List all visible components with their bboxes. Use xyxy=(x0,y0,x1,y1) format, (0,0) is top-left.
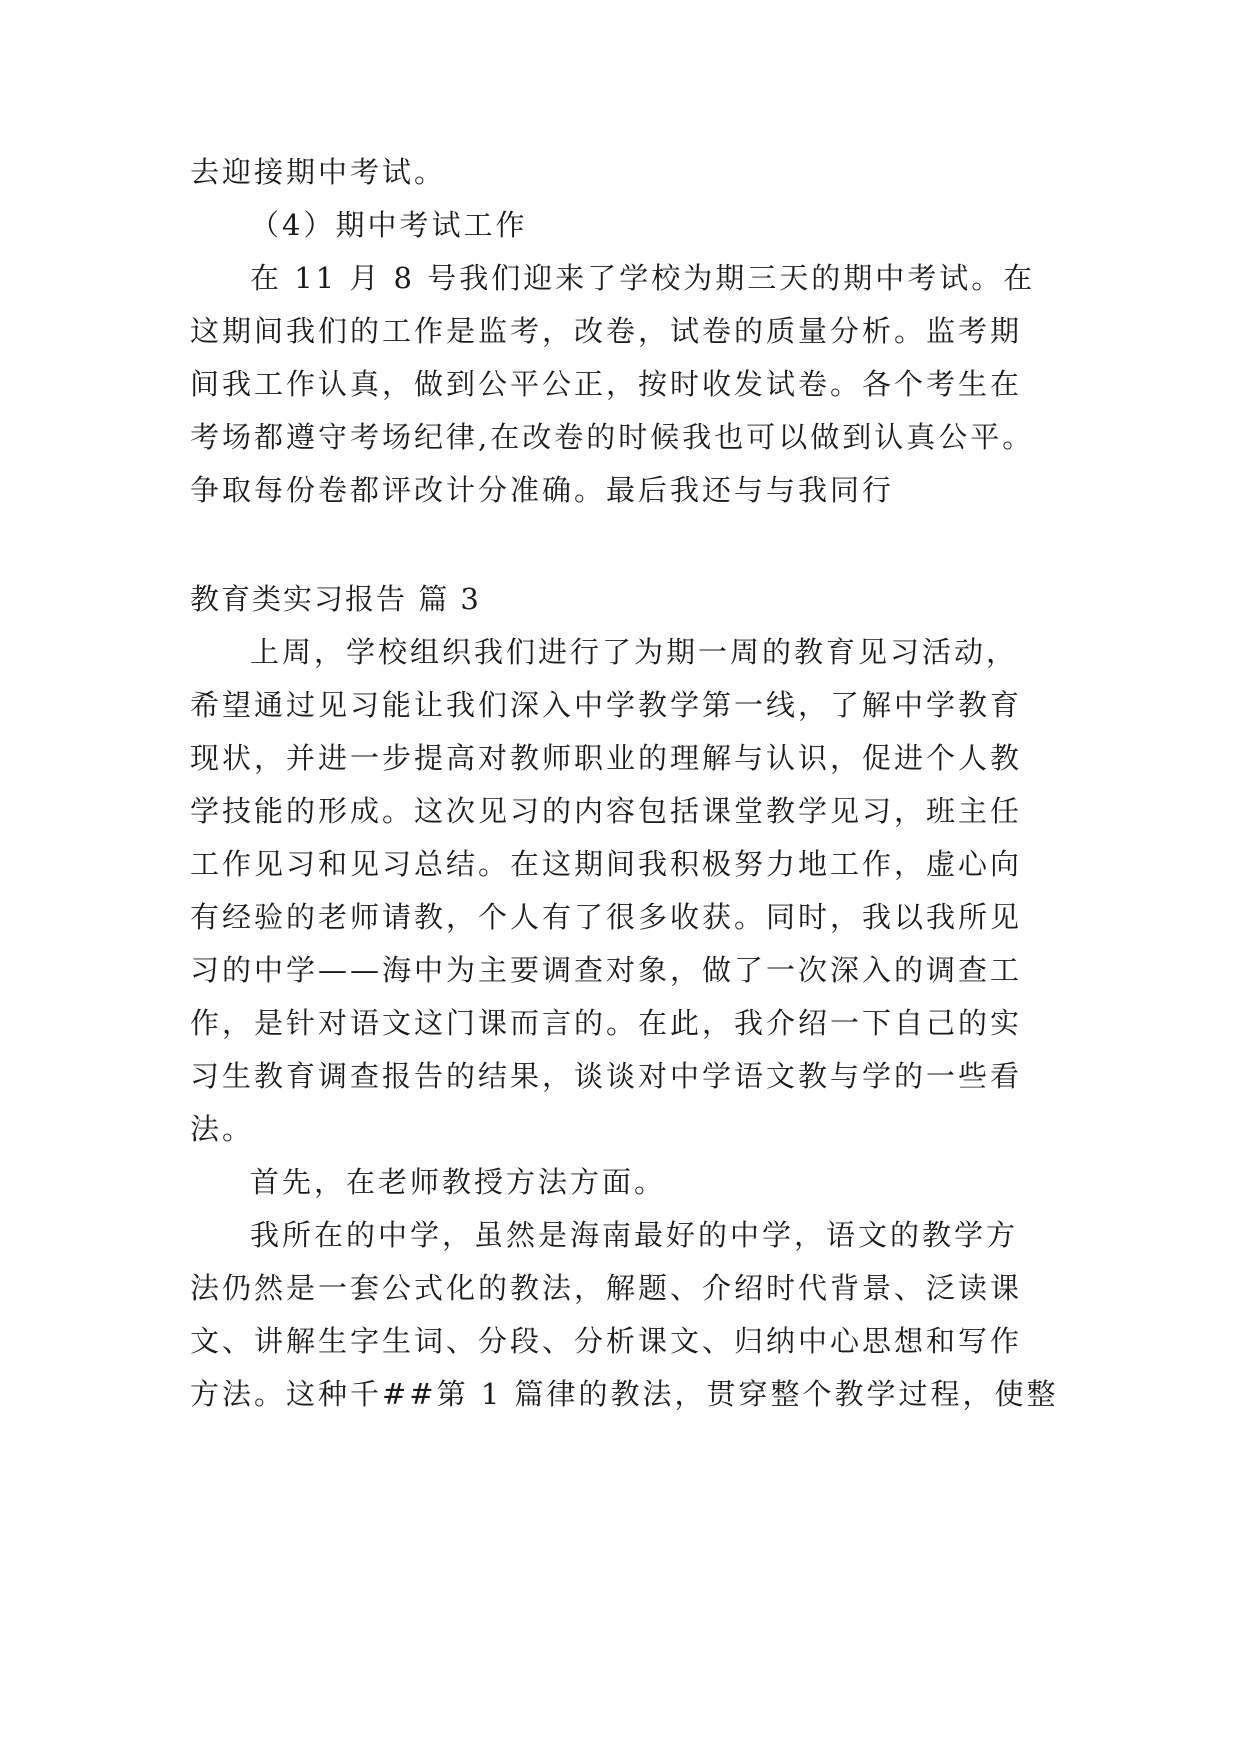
paragraph-line: 方法。这种千##第 1 篇律的教法，贯穿整个教学过程，使整 xyxy=(190,1377,1059,1411)
paragraph-line: 希望通过见习能让我们深入中学教学第一线，了解中学教育 xyxy=(190,688,1023,722)
paragraph-line: 法仍然是一套公式化的教法，解题、介绍时代背景、泛读课 xyxy=(190,1271,1023,1305)
paragraph-line: 间我工作认真，做到公平公正，按时收发试卷。各个考生在 xyxy=(190,367,1023,401)
paragraph-line: 上周，学校组织我们进行了为期一周的教育见习活动， xyxy=(250,635,1019,669)
paragraph-line: 习的中学——海中为主要调查对象，做了一次深入的调查工 xyxy=(190,953,1023,987)
paragraph-line: 这期间我们的工作是监考，改卷，试卷的质量分析。监考期 xyxy=(190,314,1023,348)
paragraph-line: 首先，在老师教授方法方面。 xyxy=(250,1165,667,1199)
paragraph-line: 我所在的中学，虽然是海南最好的中学，语文的教学方 xyxy=(250,1218,1019,1252)
paragraph-line: 文、讲解生字生词、分段、分析课文、归纳中心思想和写作 xyxy=(190,1324,1023,1358)
paragraph-line: 考场都遵守考场纪律,在改卷的时候我也可以做到认真公平。 xyxy=(190,420,1035,454)
paragraph-line: 作，是针对语文这门课而言的。在此，我介绍一下自己的实 xyxy=(190,1006,1023,1040)
paragraph-line: 习生教育调查报告的结果，谈谈对中学语文教与学的一些看 xyxy=(190,1059,1023,1093)
paragraph-line: 有经验的老师请教，个人有了很多收获。同时，我以我所见 xyxy=(190,900,1023,934)
paragraph-line: 学技能的形成。这次见习的内容包括课堂教学见习，班主任 xyxy=(190,794,1023,828)
paragraph-line: 工作见习和见习总结。在这期间我积极努力地工作，虚心向 xyxy=(190,847,1023,881)
section-heading: （4）期中考试工作 xyxy=(250,208,528,242)
paragraph-line: 去迎接期中考试。 xyxy=(190,155,447,189)
paragraph-line: 法。 xyxy=(190,1112,255,1146)
paragraph-line: 在 11 月 8 号我们迎来了学校为期三天的期中考试。在 xyxy=(250,261,1036,295)
chapter-title: 教育类实习报告 篇 3 xyxy=(190,582,481,616)
paragraph-line: 现状，并进一步提高对教师职业的理解与认识，促进个人教 xyxy=(190,741,1023,775)
paragraph-line: 争取每份卷都评改计分准确。最后我还与与我同行 xyxy=(190,473,895,507)
